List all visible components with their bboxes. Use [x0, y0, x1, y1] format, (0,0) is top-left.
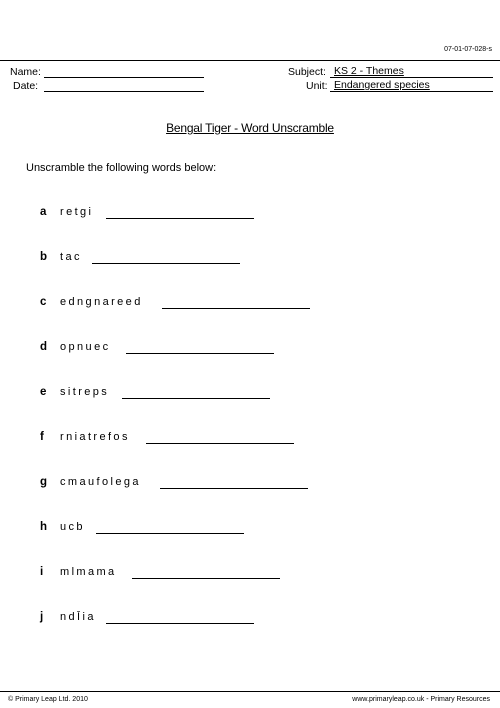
subject-value: KS 2 - Themes — [334, 65, 404, 77]
scrambled-word: edngnareed — [60, 296, 143, 308]
instructions: Unscramble the following words below: — [26, 162, 217, 174]
answer-line[interactable] — [92, 251, 240, 264]
answer-line[interactable] — [132, 566, 280, 579]
item-letter: d — [40, 341, 48, 353]
scrambled-word: ndĪia — [60, 611, 96, 623]
scrambled-word: retgi — [60, 206, 94, 218]
subject-label: Subject: — [288, 66, 326, 78]
scrambled-word: cmaufolega — [60, 476, 141, 488]
scrambled-word: sitreps — [60, 386, 110, 398]
date-label: Date: — [13, 80, 39, 92]
answer-line[interactable] — [146, 431, 294, 444]
item-letter: b — [40, 251, 48, 263]
scrambled-word: tac — [60, 251, 82, 263]
answer-line[interactable] — [106, 206, 254, 219]
item-letter: f — [40, 431, 44, 443]
footer-website: www.primaryleap.co.uk - Primary Resources — [352, 696, 490, 703]
answer-line[interactable] — [126, 341, 274, 354]
answer-line[interactable] — [122, 386, 270, 399]
answer-line[interactable] — [96, 521, 244, 534]
worksheet-code: 07-01-07-028-s — [444, 46, 492, 53]
footer-divider — [0, 691, 500, 692]
scrambled-word: mlmama — [60, 566, 117, 578]
answer-line[interactable] — [162, 296, 310, 309]
item-letter: c — [40, 296, 47, 308]
item-letter: j — [40, 611, 44, 623]
unit-label: Unit: — [306, 80, 328, 92]
item-letter: i — [40, 566, 44, 578]
name-label: Name: — [10, 66, 41, 78]
answer-line[interactable] — [106, 611, 254, 624]
scrambled-word: rniatrefos — [60, 431, 130, 443]
scrambled-word: ucb — [60, 521, 85, 533]
name-input-line[interactable] — [44, 66, 204, 78]
item-letter: h — [40, 521, 48, 533]
item-letter: g — [40, 476, 48, 488]
scrambled-word: opnuec — [60, 341, 111, 353]
item-letter: e — [40, 386, 47, 398]
answer-line[interactable] — [160, 476, 308, 489]
item-letter: a — [40, 206, 47, 218]
worksheet-title: Bengal Tiger - Word Unscramble — [166, 121, 334, 135]
header-divider — [0, 60, 500, 61]
footer-copyright: © Primary Leap Ltd. 2010 — [8, 696, 88, 703]
unit-value: Endangered species — [334, 79, 430, 91]
date-input-line[interactable] — [44, 80, 204, 92]
